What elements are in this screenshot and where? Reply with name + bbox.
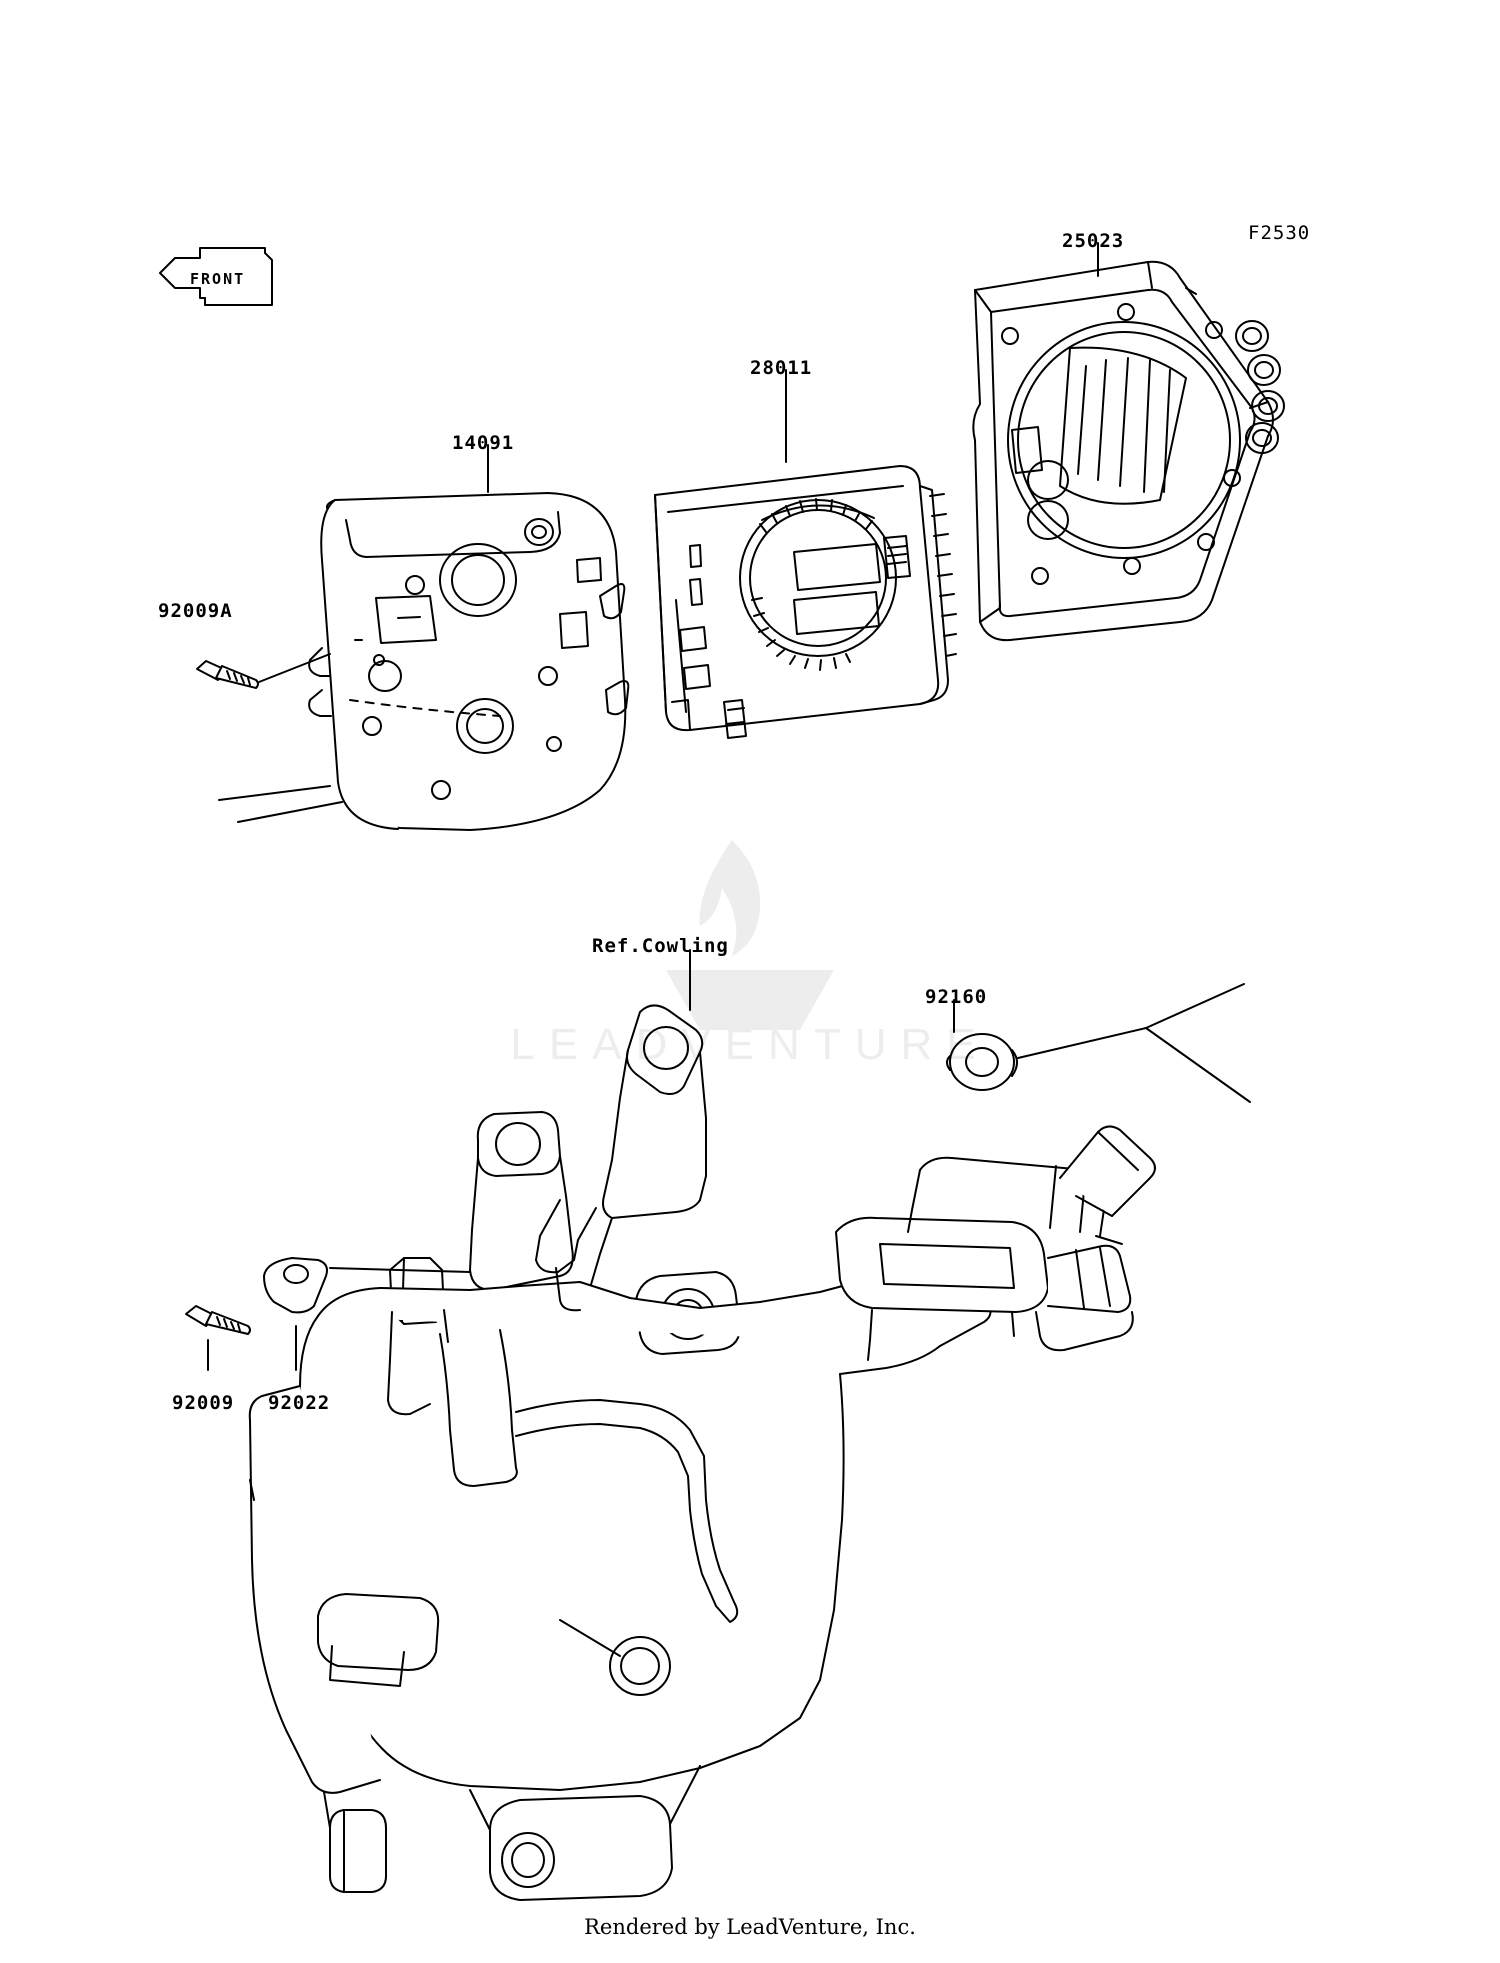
label-92160: 92160 (925, 986, 988, 1008)
footer-credit: Rendered by LeadVenture, Inc. (584, 1915, 916, 1939)
part-14091-shape (219, 493, 628, 830)
part-92009-shape (186, 1306, 250, 1334)
label-ref-cowling: Ref.Cowling (592, 935, 729, 957)
sheet-code: F2530 (1248, 222, 1311, 244)
part-25023-shape (973, 262, 1284, 640)
label-92009: 92009 (172, 1392, 235, 1414)
cowling-frame-shape (250, 1005, 1155, 1900)
label-28011: 28011 (750, 357, 813, 379)
leader-92160-frame (1018, 984, 1244, 1058)
label-14091: 14091 (452, 432, 515, 454)
part-92022-shape (264, 1258, 327, 1312)
label-92009A: 92009A (158, 600, 233, 622)
part-92160-shape (947, 1034, 1017, 1090)
front-marker (160, 250, 260, 312)
part-92009A-shape (197, 661, 258, 688)
label-25023: 25023 (1062, 230, 1125, 252)
part-28011-shape (655, 466, 956, 738)
label-92022: 92022 (268, 1392, 331, 1414)
watermark-text: LEADVENTURE (510, 1020, 990, 1069)
front-marker-label: FRONT (190, 270, 246, 288)
